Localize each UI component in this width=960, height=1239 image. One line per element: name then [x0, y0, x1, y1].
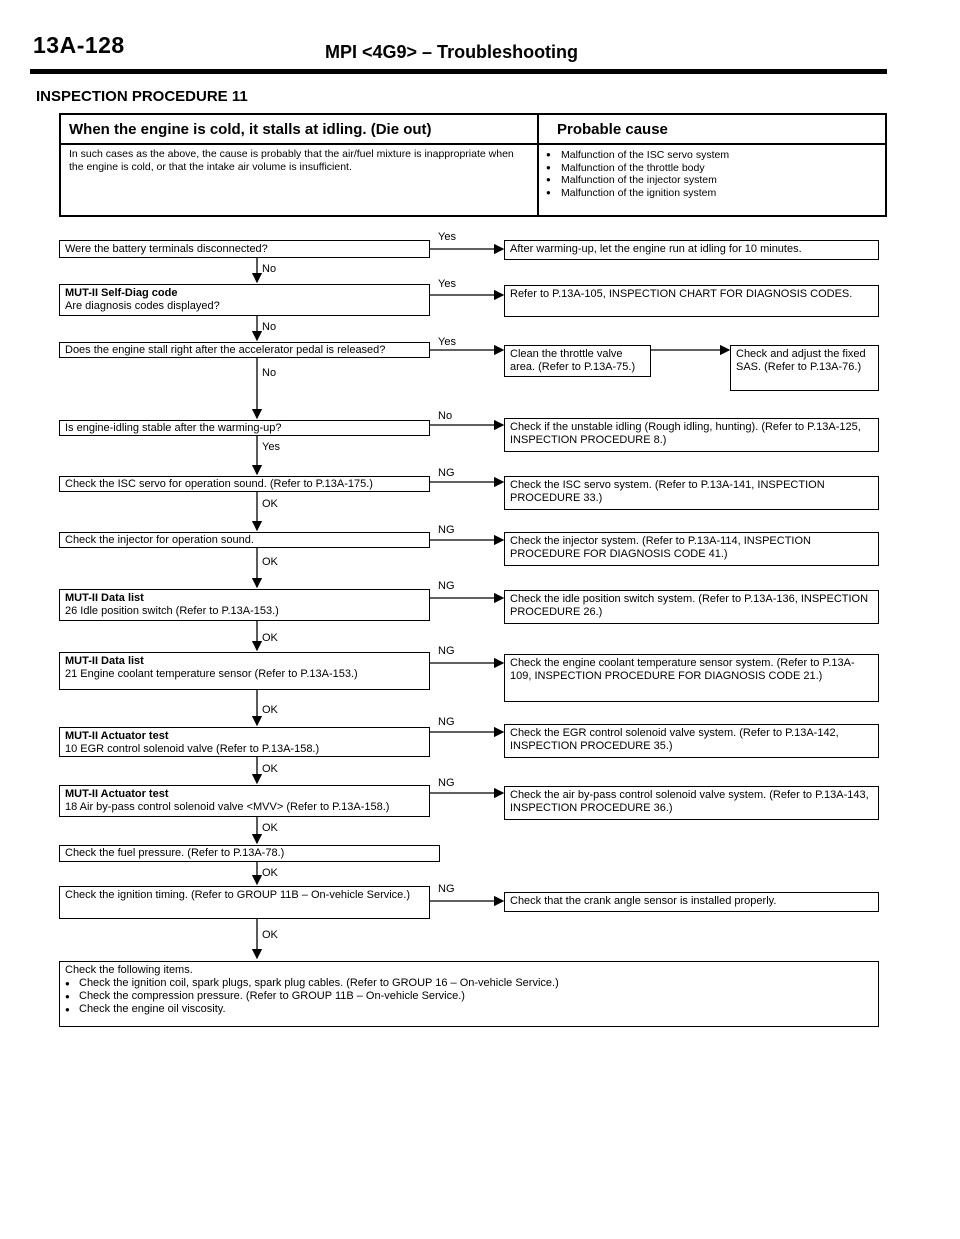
final-list [65, 977, 873, 1016]
question-air-bypass-solenoid [59, 785, 430, 817]
final-item: ● Check the engine oil viscosity. [65, 1003, 873, 1016]
question-ignition-timing: Check the ignition timing. (Refer to GROUP 11B – On-vehicle Service.) [59, 886, 430, 919]
ok-label: OK [262, 632, 278, 644]
action-diagnosis-chart: Refer to P.13A-105, INSPECTION CHART FOR DIAGNOSIS CODES. [504, 285, 879, 317]
question-text: 10 EGR control solenoid valve (Refer to P.13A-158.) [65, 743, 320, 755]
action-injector-system: Check the injector system. (Refer to P.13A-114, INSPECTION PROCEDURE FOR DIAGNOSIS CODE 41.) [504, 532, 879, 566]
question-battery-disconnected: Were the battery terminals disconnected? [59, 240, 430, 258]
yes-label: Yes [262, 441, 280, 453]
question-egr-solenoid [59, 727, 430, 757]
final-item: ● Check the ignition coil, spark plugs, spark plug cables. (Refer to GROUP 16 – On-vehicle Service.) [65, 977, 873, 990]
ok-label: OK [262, 556, 278, 568]
ok-label: OK [262, 704, 278, 716]
ng-label: NG [438, 580, 455, 592]
question-idle-stable: Is engine-idling stable after the warming-up? [59, 420, 430, 436]
question-title: MUT-II Actuator test [65, 788, 169, 800]
question-text: 26 Idle position switch (Refer to P.13A-153.) [65, 605, 279, 617]
ng-label: NG [438, 716, 455, 728]
final-intro: Check the following items. [65, 964, 193, 976]
action-idle-switch-system: Check the idle position switch system. (Refer to P.13A-136, INSPECTION PROCEDURE 26.) [504, 590, 879, 624]
final-item: ● Check the compression pressure. (Refer to GROUP 11B – On-vehicle Service.) [65, 990, 873, 1003]
ng-label: NG [438, 883, 455, 895]
question-title: MUT-II Actuator test [65, 730, 169, 742]
ok-label: OK [262, 867, 278, 879]
question-title: MUT-II Data list [65, 592, 144, 604]
symptom-heading: When the engine is cold, it stalls at idling. (Die out) [61, 115, 537, 145]
no-label: No [262, 321, 277, 333]
ok-label: OK [262, 822, 278, 834]
question-isc-servo-sound: Check the ISC servo for operation sound. (Refer to P.13A-175.) [59, 476, 430, 492]
ng-label: NG [438, 777, 455, 789]
yes-label: Yes [438, 278, 456, 290]
cause-item: ● Malfunction of the injector system [539, 174, 885, 187]
yes-label: Yes [438, 336, 456, 348]
action-isc-servo-system: Check the ISC servo system. (Refer to P.13A-141, INSPECTION PROCEDURE 33.) [504, 476, 879, 510]
ng-label: NG [438, 467, 455, 479]
no-label: No [262, 263, 277, 275]
symptom-description: In such cases as the above, the cause is probably that the air/fuel mixture is inappropriate when the engine is cold, or that the intake air volume is insufficient. [69, 148, 514, 173]
cause-item: ● Malfunction of the throttle body [539, 162, 885, 175]
action-egr-solenoid-system: Check the EGR control solenoid valve system. (Refer to P.13A-142, INSPECTION PROCEDURE 35.) [504, 724, 879, 758]
action-warm-up-idle: After warming-up, let the engine run at idling for 10 minutes. [504, 240, 879, 260]
action-coolant-sensor-system: Check the engine coolant temperature sensor system. (Refer to P.13A-109, INSPECTION PROCEDURE FOR DIAGNOSIS CODE 21.) [504, 654, 879, 702]
question-self-diag-code [59, 284, 430, 316]
ok-label: OK [262, 498, 278, 510]
ng-label: NG [438, 524, 455, 536]
cause-item: ● Malfunction of the ignition system [539, 187, 885, 200]
question-injector-sound: Check the injector for operation sound. [59, 532, 430, 548]
procedure-title: INSPECTION PROCEDURE 11 [36, 88, 248, 105]
action-air-bypass-system: Check the air by-pass control solenoid valve system. (Refer to P.13A-143, INSPECTION PROCEDURE 36.) [504, 786, 879, 820]
ng-label: NG [438, 645, 455, 657]
question-idle-position-switch [59, 589, 430, 621]
question-text: 21 Engine coolant temperature sensor (Refer to P.13A-153.) [65, 668, 358, 680]
question-title: MUT-II Self-Diag code [65, 287, 178, 299]
yes-label: Yes [438, 231, 456, 243]
cause-item: ● Malfunction of the ISC servo system [539, 149, 885, 162]
action-unstable-idle: Check if the unstable idling (Rough idling, hunting). (Refer to P.13A-125, INSPECTION PROCEDURE 8.) [504, 418, 879, 452]
question-engine-stall: Does the engine stall right after the accelerator pedal is released? [59, 342, 430, 358]
ok-label: OK [262, 929, 278, 941]
question-text: Are diagnosis codes displayed? [65, 300, 220, 312]
action-clean-throttle: Clean the throttle valve area. (Refer to P.13A-75.) [504, 345, 651, 377]
action-adjust-sas: Check and adjust the fixed SAS. (Refer to P.13A-76.) [730, 345, 879, 391]
no-label: No [438, 410, 453, 422]
page-number: 13A-128 [33, 32, 125, 58]
question-title: MUT-II Data list [65, 655, 144, 667]
cause-heading: Probable cause [539, 115, 885, 145]
question-coolant-sensor [59, 652, 430, 690]
no-label: No [262, 367, 277, 379]
final-check-items [59, 961, 879, 1027]
page-title: MPI <4G9> – Troubleshooting [325, 42, 579, 62]
question-fuel-pressure: Check the fuel pressure. (Refer to P.13A-78.) [59, 845, 440, 862]
action-crank-angle-sensor: Check that the crank angle sensor is installed properly. [504, 892, 879, 912]
question-text: 18 Air by-pass control solenoid valve <MVV> (Refer to P.13A-158.) [65, 801, 390, 813]
ok-label: OK [262, 763, 278, 775]
